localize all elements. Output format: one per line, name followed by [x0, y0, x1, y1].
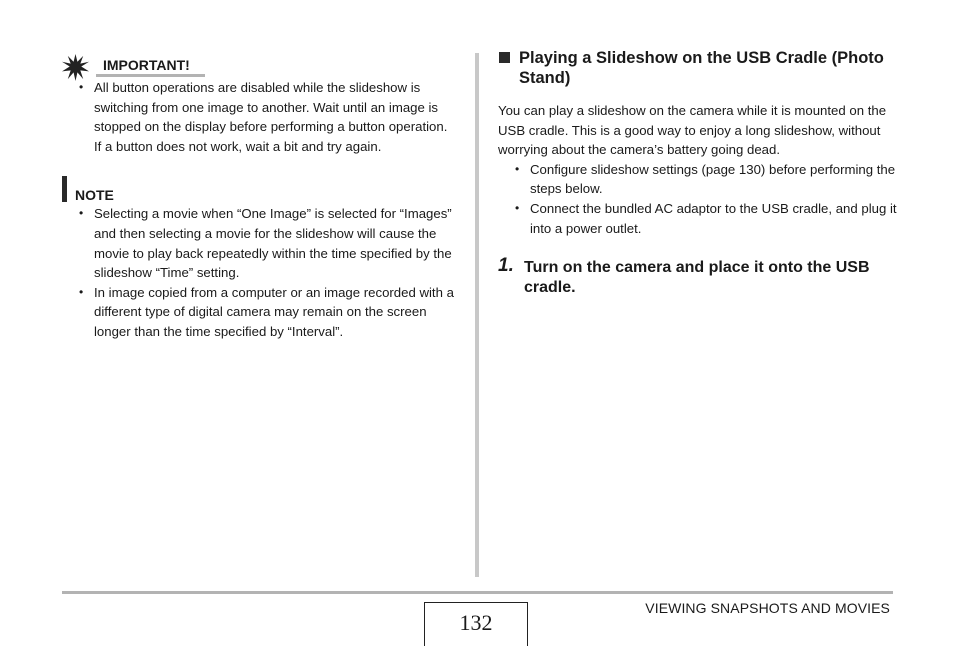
step-1 — [498, 255, 898, 298]
footer-section-label: VIEWING SNAPSHOTS AND MOVIES — [645, 600, 890, 616]
note-list — [62, 204, 462, 341]
section-heading — [498, 48, 898, 88]
square-bullet-icon — [499, 52, 510, 63]
section-list — [498, 160, 898, 238]
important-header — [62, 52, 462, 78]
important-item: • All button operations are disabled while the slideshow is switching from one image to another. Wait until an image is stopped on the display before performing a button operation. If a button does not work, wait a bit and try again. — [62, 78, 454, 156]
section-item: • Configure slideshow settings (page 130) before performing the steps below. — [498, 160, 898, 199]
important-list — [62, 78, 462, 156]
page-number-box — [424, 602, 528, 646]
step-number: 1. — [498, 255, 514, 277]
section-item: • Connect the bundled AC adaptor to the USB cradle, and plug it into a power outlet. — [498, 199, 898, 238]
column-divider — [475, 53, 479, 577]
note-bar-icon — [62, 176, 67, 202]
left-column — [62, 52, 462, 342]
note-item: • In image copied from a computer or an image recorded with a different type of digital camera may remain on the screen longer than the time specified by “Interval”. — [62, 283, 454, 342]
important-heading: IMPORTANT! — [103, 57, 190, 73]
step-text: Turn on the camera and place it onto the USB cradle. — [524, 259, 870, 297]
note-heading: NOTE — [75, 187, 114, 204]
footer-rule — [62, 591, 893, 594]
note-item: • Selecting a movie when “One Image” is selected for “Images” and then selecting a movie for the slideshow will cause the movie to play back repeatedly within the time specified by the slideshow “Time” setting. — [62, 204, 454, 282]
note-header — [62, 176, 462, 204]
right-column — [498, 48, 898, 298]
section-title: Playing a Slideshow on the USB Cradle (Photo Stand) — [519, 49, 884, 87]
important-burst-icon — [62, 54, 89, 81]
section-intro: You can play a slideshow on the camera while it is mounted on the USB cradle. This is a good way to enjoy a long slideshow, without worrying about the camera’s battery going dead. — [498, 103, 887, 158]
important-underline — [96, 74, 205, 77]
page-number: 132 — [459, 610, 493, 635]
